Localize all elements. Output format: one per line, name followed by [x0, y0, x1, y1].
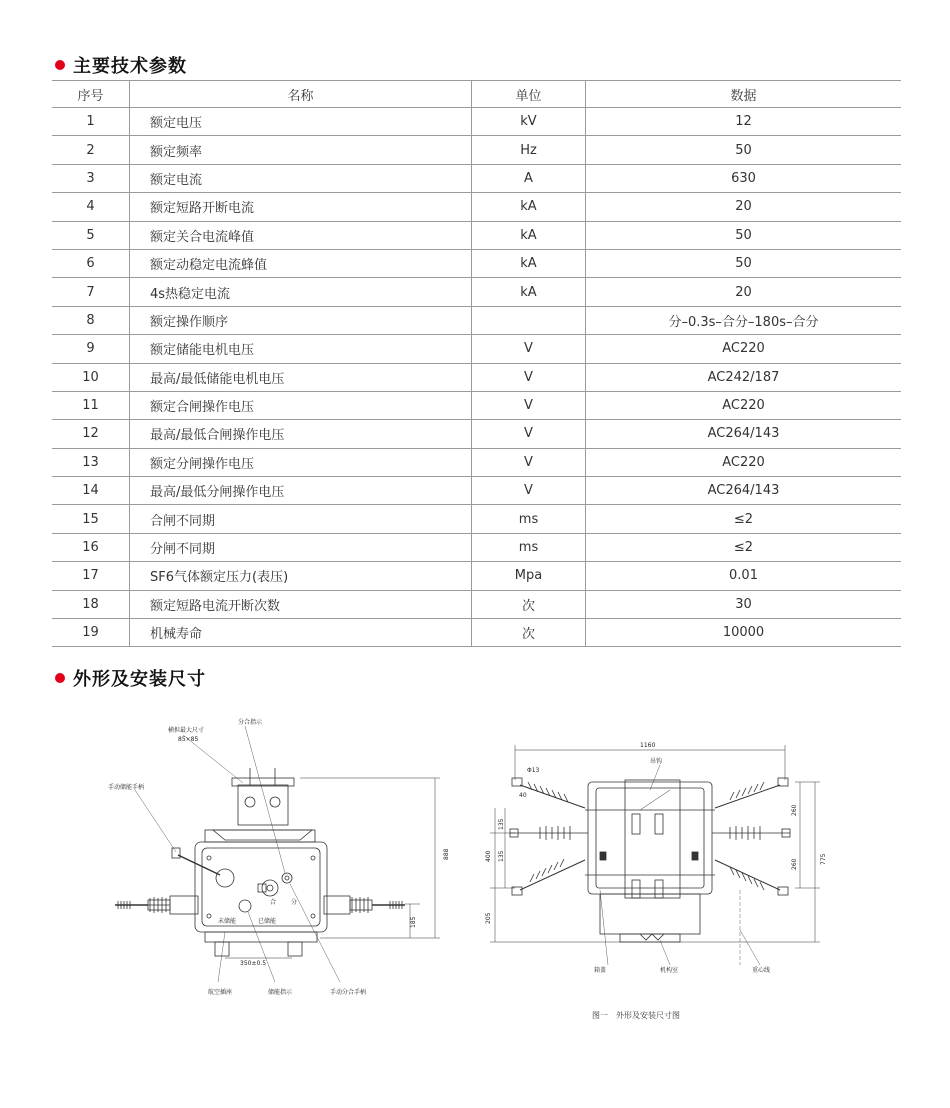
row-name: 额定频率 — [130, 136, 472, 164]
section-title-params-text: 主要技术参数 — [73, 56, 187, 77]
row-name: 额定分闸操作电压 — [130, 448, 472, 476]
row-value: AC220 — [586, 448, 902, 476]
row-value: AC264/143 — [586, 420, 902, 448]
row-no: 1 — [52, 108, 130, 136]
row-name: 最高/最低储能电机电压 — [130, 363, 472, 391]
figure-caption: 图一 外形及安装尺寸图 — [592, 1011, 680, 1020]
dim-775: 775 — [820, 853, 827, 865]
row-no: 10 — [52, 363, 130, 391]
table-row — [52, 533, 901, 561]
header-unit: 单位 — [472, 81, 586, 108]
row-unit: 次 — [472, 590, 586, 618]
row-value: ≤2 — [586, 505, 902, 533]
row-no: 17 — [52, 562, 130, 590]
right-side-view — [490, 745, 820, 965]
row-unit: Mpa — [472, 562, 586, 590]
label-max-size: 横担最大尺寸 — [168, 727, 205, 734]
header-value: 数据 — [586, 81, 902, 108]
row-no: 3 — [52, 164, 130, 192]
label-charge-indicator: 储能指示 — [268, 989, 293, 996]
table-row — [52, 562, 901, 590]
left-front-view — [115, 726, 440, 982]
section-title-params — [55, 52, 187, 78]
row-value: ≤2 — [586, 533, 902, 561]
table-row — [52, 505, 901, 533]
label-center-line: 重心线 — [752, 967, 771, 974]
parameters-table — [52, 80, 901, 647]
row-name: 分闸不同期 — [130, 533, 472, 561]
row-no: 9 — [52, 335, 130, 363]
table-row — [52, 249, 901, 277]
table-row — [52, 448, 901, 476]
label-uncharged: 未储能 — [218, 918, 237, 925]
table-row — [52, 278, 901, 306]
row-no: 16 — [52, 533, 130, 561]
row-no: 15 — [52, 505, 130, 533]
row-no: 19 — [52, 619, 130, 647]
label-max-size-value: 85×85 — [178, 736, 199, 743]
row-unit: V — [472, 391, 586, 419]
table-row — [52, 335, 901, 363]
section-title-dimensions — [55, 665, 206, 691]
dim-185: 185 — [410, 916, 417, 928]
dim-400: 400 — [485, 850, 492, 862]
label-charged: 已储能 — [258, 918, 277, 925]
row-name: 额定短路开断电流 — [130, 193, 472, 221]
table-row — [52, 363, 901, 391]
label-open-close-indicator: 分合指示 — [238, 719, 263, 726]
row-value: 0.01 — [586, 562, 902, 590]
row-name: 额定动稳定电流蜂值 — [130, 249, 472, 277]
row-no: 5 — [52, 221, 130, 249]
dim-hole: Φ13 — [527, 767, 540, 774]
table-header-row — [52, 81, 901, 108]
label-hook: 吊钩 — [650, 758, 663, 765]
row-no: 2 — [52, 136, 130, 164]
row-name: 最高/最低分闸操作电压 — [130, 477, 472, 505]
row-name: 最高/最低合闸操作电压 — [130, 420, 472, 448]
red-bullet-icon — [55, 673, 65, 683]
row-unit: kA — [472, 278, 586, 306]
row-name: 额定短路电流开断次数 — [130, 590, 472, 618]
row-value: 20 — [586, 193, 902, 221]
label-open: 分 — [291, 899, 298, 906]
dim-260a: 260 — [791, 804, 798, 816]
row-unit: V — [472, 477, 586, 505]
row-unit: V — [472, 448, 586, 476]
table-row — [52, 420, 901, 448]
row-unit: kA — [472, 221, 586, 249]
table-row — [52, 306, 901, 334]
row-no: 12 — [52, 420, 130, 448]
dim-205: 205 — [485, 912, 492, 924]
row-name: 额定储能电机电压 — [130, 335, 472, 363]
row-unit: ms — [472, 533, 586, 561]
row-no: 4 — [52, 193, 130, 221]
row-unit: 次 — [472, 619, 586, 647]
row-value: 630 — [586, 164, 902, 192]
table-row — [52, 108, 901, 136]
dim-width: 1160 — [640, 742, 656, 749]
row-value: 分–0.3s–合分–180s–合分 — [586, 306, 902, 334]
row-unit: kA — [472, 193, 586, 221]
row-unit: V — [472, 420, 586, 448]
row-value: 50 — [586, 221, 902, 249]
row-no: 7 — [52, 278, 130, 306]
table-row — [52, 164, 901, 192]
row-name: 额定关合电流峰值 — [130, 221, 472, 249]
row-unit: kV — [472, 108, 586, 136]
label-close: 合 — [270, 899, 277, 906]
label-mechanism: 机构室 — [660, 967, 679, 974]
row-unit: Hz — [472, 136, 586, 164]
row-value: 50 — [586, 136, 902, 164]
table-row — [52, 193, 901, 221]
label-aviation-socket: 航空插座 — [208, 989, 233, 996]
row-name: 额定电流 — [130, 164, 472, 192]
label-box: 箱盖 — [594, 967, 607, 974]
row-unit — [472, 306, 586, 334]
row-name: 合闸不同期 — [130, 505, 472, 533]
table-row — [52, 221, 901, 249]
row-name: 机械寿命 — [130, 619, 472, 647]
row-value: AC220 — [586, 391, 902, 419]
table-row — [52, 391, 901, 419]
dimension-drawings — [0, 690, 950, 1020]
dim-135a: 135 — [498, 818, 505, 830]
row-no: 18 — [52, 590, 130, 618]
dim-height: 888 — [443, 848, 450, 860]
row-value: 50 — [586, 249, 902, 277]
header-no: 序号 — [52, 81, 130, 108]
row-name: 额定电压 — [130, 108, 472, 136]
row-value: 12 — [586, 108, 902, 136]
dim-260b: 260 — [791, 858, 798, 870]
table-row — [52, 136, 901, 164]
row-name: 额定操作顺序 — [130, 306, 472, 334]
row-unit: V — [472, 335, 586, 363]
row-no: 6 — [52, 249, 130, 277]
row-value: 20 — [586, 278, 902, 306]
dim-40: 40 — [519, 792, 527, 799]
dim-base: 350±0.5 — [240, 960, 267, 967]
label-manual-open-close-handle: 手动分合手柄 — [330, 989, 367, 996]
red-bullet-icon — [55, 60, 65, 70]
row-value: 10000 — [586, 619, 902, 647]
table-row — [52, 619, 901, 647]
row-no: 8 — [52, 306, 130, 334]
row-no: 14 — [52, 477, 130, 505]
row-value: AC242/187 — [586, 363, 902, 391]
section-title-dimensions-text: 外形及安装尺寸 — [73, 669, 206, 690]
row-name: 4s热稳定电流 — [130, 278, 472, 306]
table-row — [52, 590, 901, 618]
row-unit: ms — [472, 505, 586, 533]
row-name: SF6气体额定压力(表压) — [130, 562, 472, 590]
dim-135b: 135 — [498, 850, 505, 862]
row-unit: kA — [472, 249, 586, 277]
row-unit: A — [472, 164, 586, 192]
row-no: 11 — [52, 391, 130, 419]
row-value: AC264/143 — [586, 477, 902, 505]
table-row — [52, 477, 901, 505]
header-name: 名称 — [130, 81, 472, 108]
row-value: 30 — [586, 590, 902, 618]
label-manual-charge-handle: 手动储能手柄 — [108, 784, 145, 791]
row-value: AC220 — [586, 335, 902, 363]
row-no: 13 — [52, 448, 130, 476]
row-name: 额定合闸操作电压 — [130, 391, 472, 419]
row-unit: V — [472, 363, 586, 391]
